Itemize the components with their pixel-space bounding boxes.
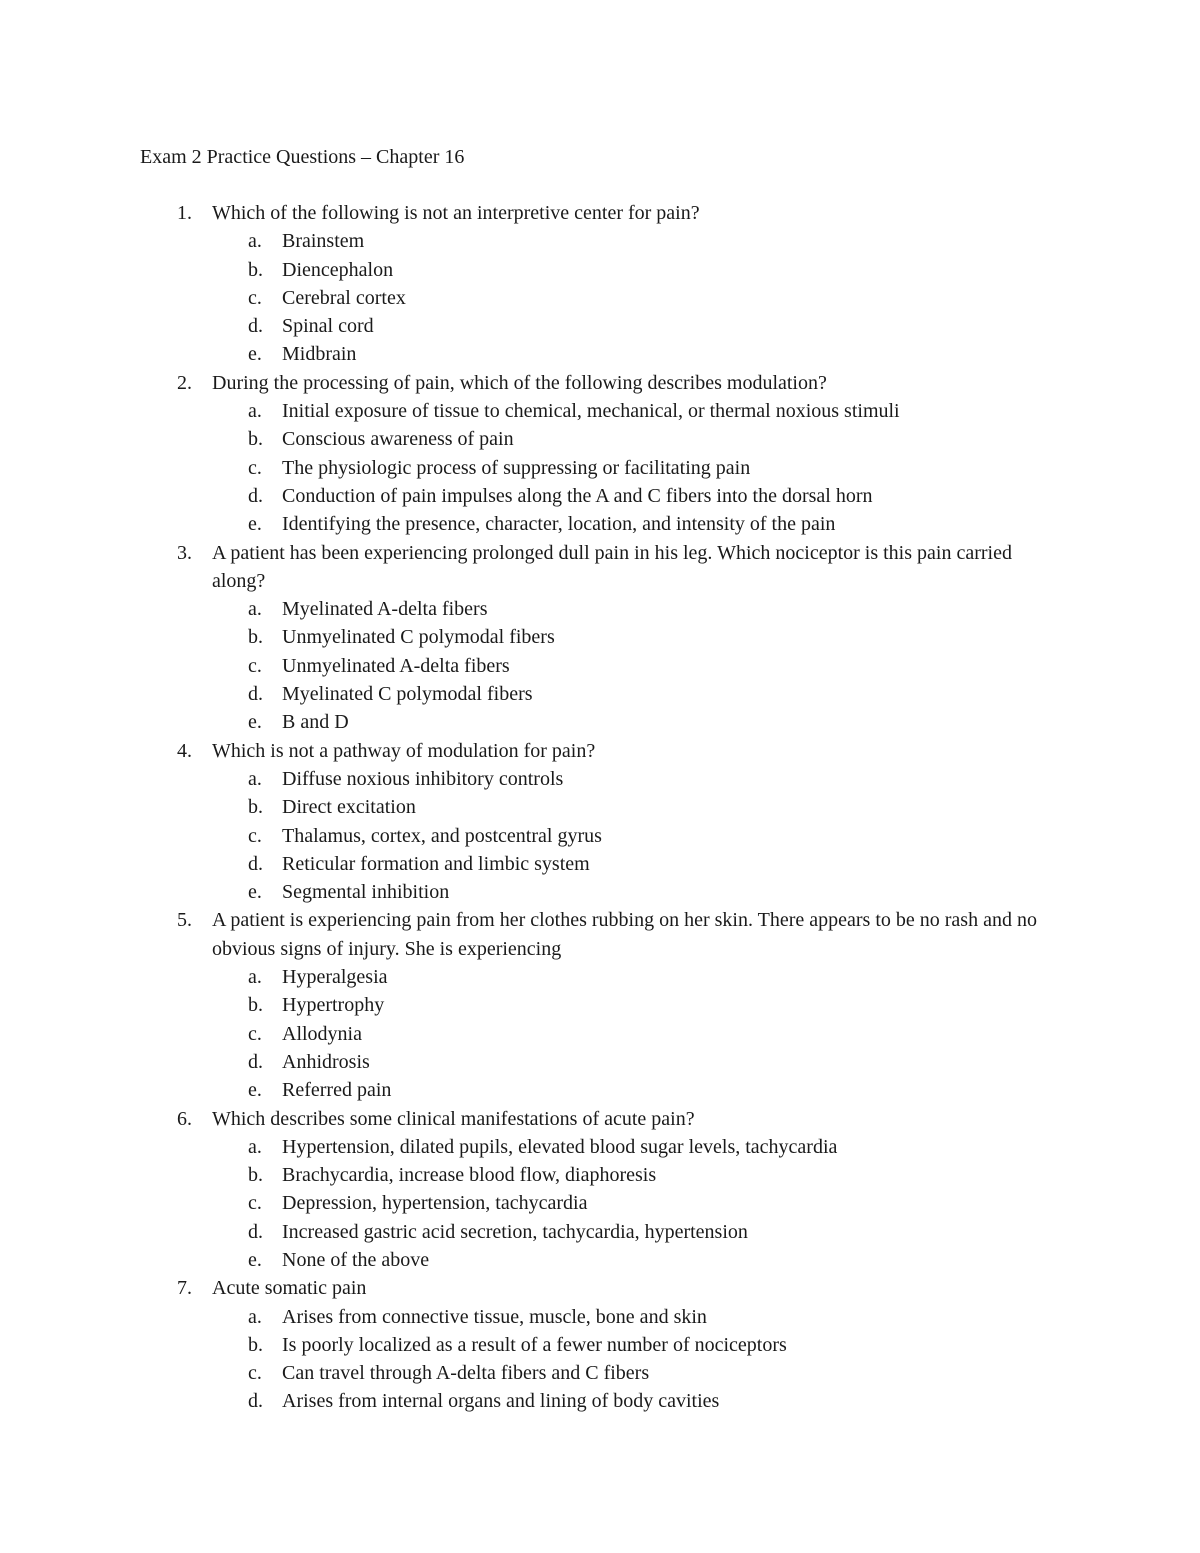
option-letter: b. [248, 258, 263, 281]
option-text: Segmental inhibition [282, 881, 450, 904]
question-5 [0, 906, 1200, 1104]
answer-option [0, 1359, 1200, 1387]
answer-option [0, 1303, 1200, 1331]
option-text: Unmyelinated A-delta fibers [282, 654, 510, 677]
answer-option [0, 1387, 1200, 1415]
question-number: 4. [177, 739, 192, 762]
question-text: Acute somatic pain [212, 1277, 367, 1300]
answer-option [0, 1218, 1200, 1246]
question-stem [0, 369, 1200, 397]
answer-option [0, 708, 1200, 736]
option-text: None of the above [282, 1248, 430, 1271]
answer-option [0, 822, 1200, 850]
option-text: Is poorly localized as a result of a fewer number of nociceptors [282, 1333, 787, 1356]
question-stem [0, 539, 1200, 596]
answer-option [0, 284, 1200, 312]
answer-option [0, 1133, 1200, 1161]
question-number: 5. [177, 909, 192, 932]
option-letter: b. [248, 994, 263, 1017]
option-letter: b. [248, 796, 263, 819]
question-number: 3. [177, 541, 192, 564]
document-title: Exam 2 Practice Questions – Chapter 16 [140, 146, 465, 168]
option-letter: a. [248, 767, 262, 790]
option-text: Depression, hypertension, tachycardia [282, 1192, 588, 1215]
question-text: Which describes some clinical manifestations of acute pain? [212, 1107, 695, 1130]
answer-option [0, 878, 1200, 906]
option-text: Brachycardia, increase blood flow, diaphoresis [282, 1164, 657, 1187]
option-letter: d. [248, 852, 263, 875]
answer-option [0, 425, 1200, 453]
question-text: A patient is experiencing pain from her clothes rubbing on her skin. There appears to be no rash and no obvious signs of injury. She is experiencing [212, 909, 1037, 960]
option-letter: d. [248, 1390, 263, 1413]
answer-option [0, 1020, 1200, 1048]
option-text: Conscious awareness of pain [282, 428, 514, 451]
answer-option [0, 1048, 1200, 1076]
option-letter: b. [248, 1333, 263, 1356]
option-text: Hypertension, dilated pupils, elevated blood sugar levels, tachycardia [282, 1135, 838, 1158]
question-number: 2. [177, 371, 192, 394]
answer-option [0, 1246, 1200, 1274]
option-text: Hypertrophy [282, 994, 385, 1017]
option-letter: a. [248, 230, 262, 253]
option-letter: a. [248, 598, 262, 621]
option-text: Referred pain [282, 1079, 392, 1102]
answer-option [0, 1331, 1200, 1359]
question-4 [0, 737, 1200, 907]
option-text: Reticular formation and limbic system [282, 852, 590, 875]
answer-option [0, 991, 1200, 1019]
option-letter: e. [248, 1248, 262, 1271]
option-text: Thalamus, cortex, and postcentral gyrus [282, 824, 602, 847]
answer-option [0, 1161, 1200, 1189]
question-6 [0, 1105, 1200, 1275]
option-letter: a. [248, 400, 262, 423]
question-number: 7. [177, 1277, 192, 1300]
option-letter: e. [248, 513, 262, 536]
option-letter: c. [248, 1022, 262, 1045]
option-text: Allodynia [282, 1022, 362, 1045]
answer-option [0, 454, 1200, 482]
option-letter: d. [248, 484, 263, 507]
option-text: Myelinated A-delta fibers [282, 598, 488, 621]
option-text: Myelinated C polymodal fibers [282, 683, 533, 706]
option-letter: a. [248, 1135, 262, 1158]
question-list [0, 199, 1200, 1416]
option-letter: e. [248, 711, 262, 734]
question-stem [0, 906, 1200, 963]
answer-option [0, 765, 1200, 793]
option-text: Diencephalon [282, 258, 394, 281]
question-stem [0, 1274, 1200, 1302]
question-7 [0, 1274, 1200, 1415]
option-text: Arises from connective tissue, muscle, bone and skin [282, 1305, 707, 1328]
option-letter: c. [248, 456, 262, 479]
answer-option [0, 595, 1200, 623]
option-letter: a. [248, 1305, 262, 1328]
option-letter: d. [248, 1220, 263, 1243]
question-number: 6. [177, 1107, 192, 1130]
option-text: Identifying the presence, character, location, and intensity of the pain [282, 513, 836, 536]
option-text: Midbrain [282, 343, 357, 366]
option-letter: d. [248, 683, 263, 706]
option-letter: e. [248, 1079, 262, 1102]
answer-option [0, 793, 1200, 821]
question-2 [0, 369, 1200, 539]
option-text: Can travel through A-delta fibers and C fibers [282, 1362, 650, 1385]
option-text: Diffuse noxious inhibitory controls [282, 767, 564, 790]
answer-option [0, 227, 1200, 255]
question-stem [0, 737, 1200, 765]
option-letter: b. [248, 1164, 263, 1187]
answer-option [0, 963, 1200, 991]
question-number: 1. [177, 202, 192, 224]
option-letter: e. [248, 881, 262, 904]
question-stem [0, 199, 1200, 227]
option-letter: b. [248, 626, 263, 649]
option-letter: a. [248, 966, 262, 989]
option-text: Hyperalgesia [282, 966, 388, 989]
answer-option [0, 680, 1200, 708]
option-letter: d. [248, 1050, 263, 1073]
question-3 [0, 539, 1200, 737]
option-letter: c. [248, 654, 262, 677]
option-letter: c. [248, 286, 262, 309]
option-text: Brainstem [282, 230, 365, 253]
option-text: Conduction of pain impulses along the A and C fibers into the dorsal horn [282, 484, 873, 507]
option-letter: c. [248, 1362, 262, 1385]
option-text: Arises from internal organs and lining of body cavities [282, 1390, 720, 1413]
option-text: Spinal cord [282, 315, 374, 338]
answer-option [0, 482, 1200, 510]
question-stem [0, 1105, 1200, 1133]
answer-option [0, 1189, 1200, 1217]
answer-option [0, 652, 1200, 680]
answer-option [0, 340, 1200, 368]
option-text: The physiologic process of suppressing or facilitating pain [282, 456, 751, 479]
option-text: Initial exposure of tissue to chemical, mechanical, or thermal noxious stimuli [282, 400, 900, 423]
answer-option [0, 623, 1200, 651]
question-text: Which is not a pathway of modulation for pain? [212, 739, 596, 762]
option-letter: e. [248, 343, 262, 366]
option-text: Cerebral cortex [282, 286, 406, 309]
question-text: During the processing of pain, which of the following describes modulation? [212, 371, 827, 394]
answer-option [0, 510, 1200, 538]
question-text: Which of the following is not an interpretive center for pain? [212, 202, 700, 224]
option-letter: c. [248, 824, 262, 847]
answer-option [0, 256, 1200, 284]
option-letter: b. [248, 428, 263, 451]
option-text: Direct excitation [282, 796, 416, 819]
answer-option [0, 312, 1200, 340]
answer-option [0, 397, 1200, 425]
question-1 [0, 199, 1200, 369]
question-text: A patient has been experiencing prolonged dull pain in his leg. Which nociceptor is this pain carried along? [212, 541, 1012, 592]
option-text: Unmyelinated C polymodal fibers [282, 626, 555, 649]
answer-option [0, 850, 1200, 878]
option-text: Increased gastric acid secretion, tachycardia, hypertension [282, 1220, 748, 1243]
option-letter: d. [248, 315, 263, 338]
option-letter: c. [248, 1192, 262, 1215]
option-text: Anhidrosis [282, 1050, 370, 1073]
option-text: B and D [282, 711, 349, 734]
answer-option [0, 1076, 1200, 1104]
